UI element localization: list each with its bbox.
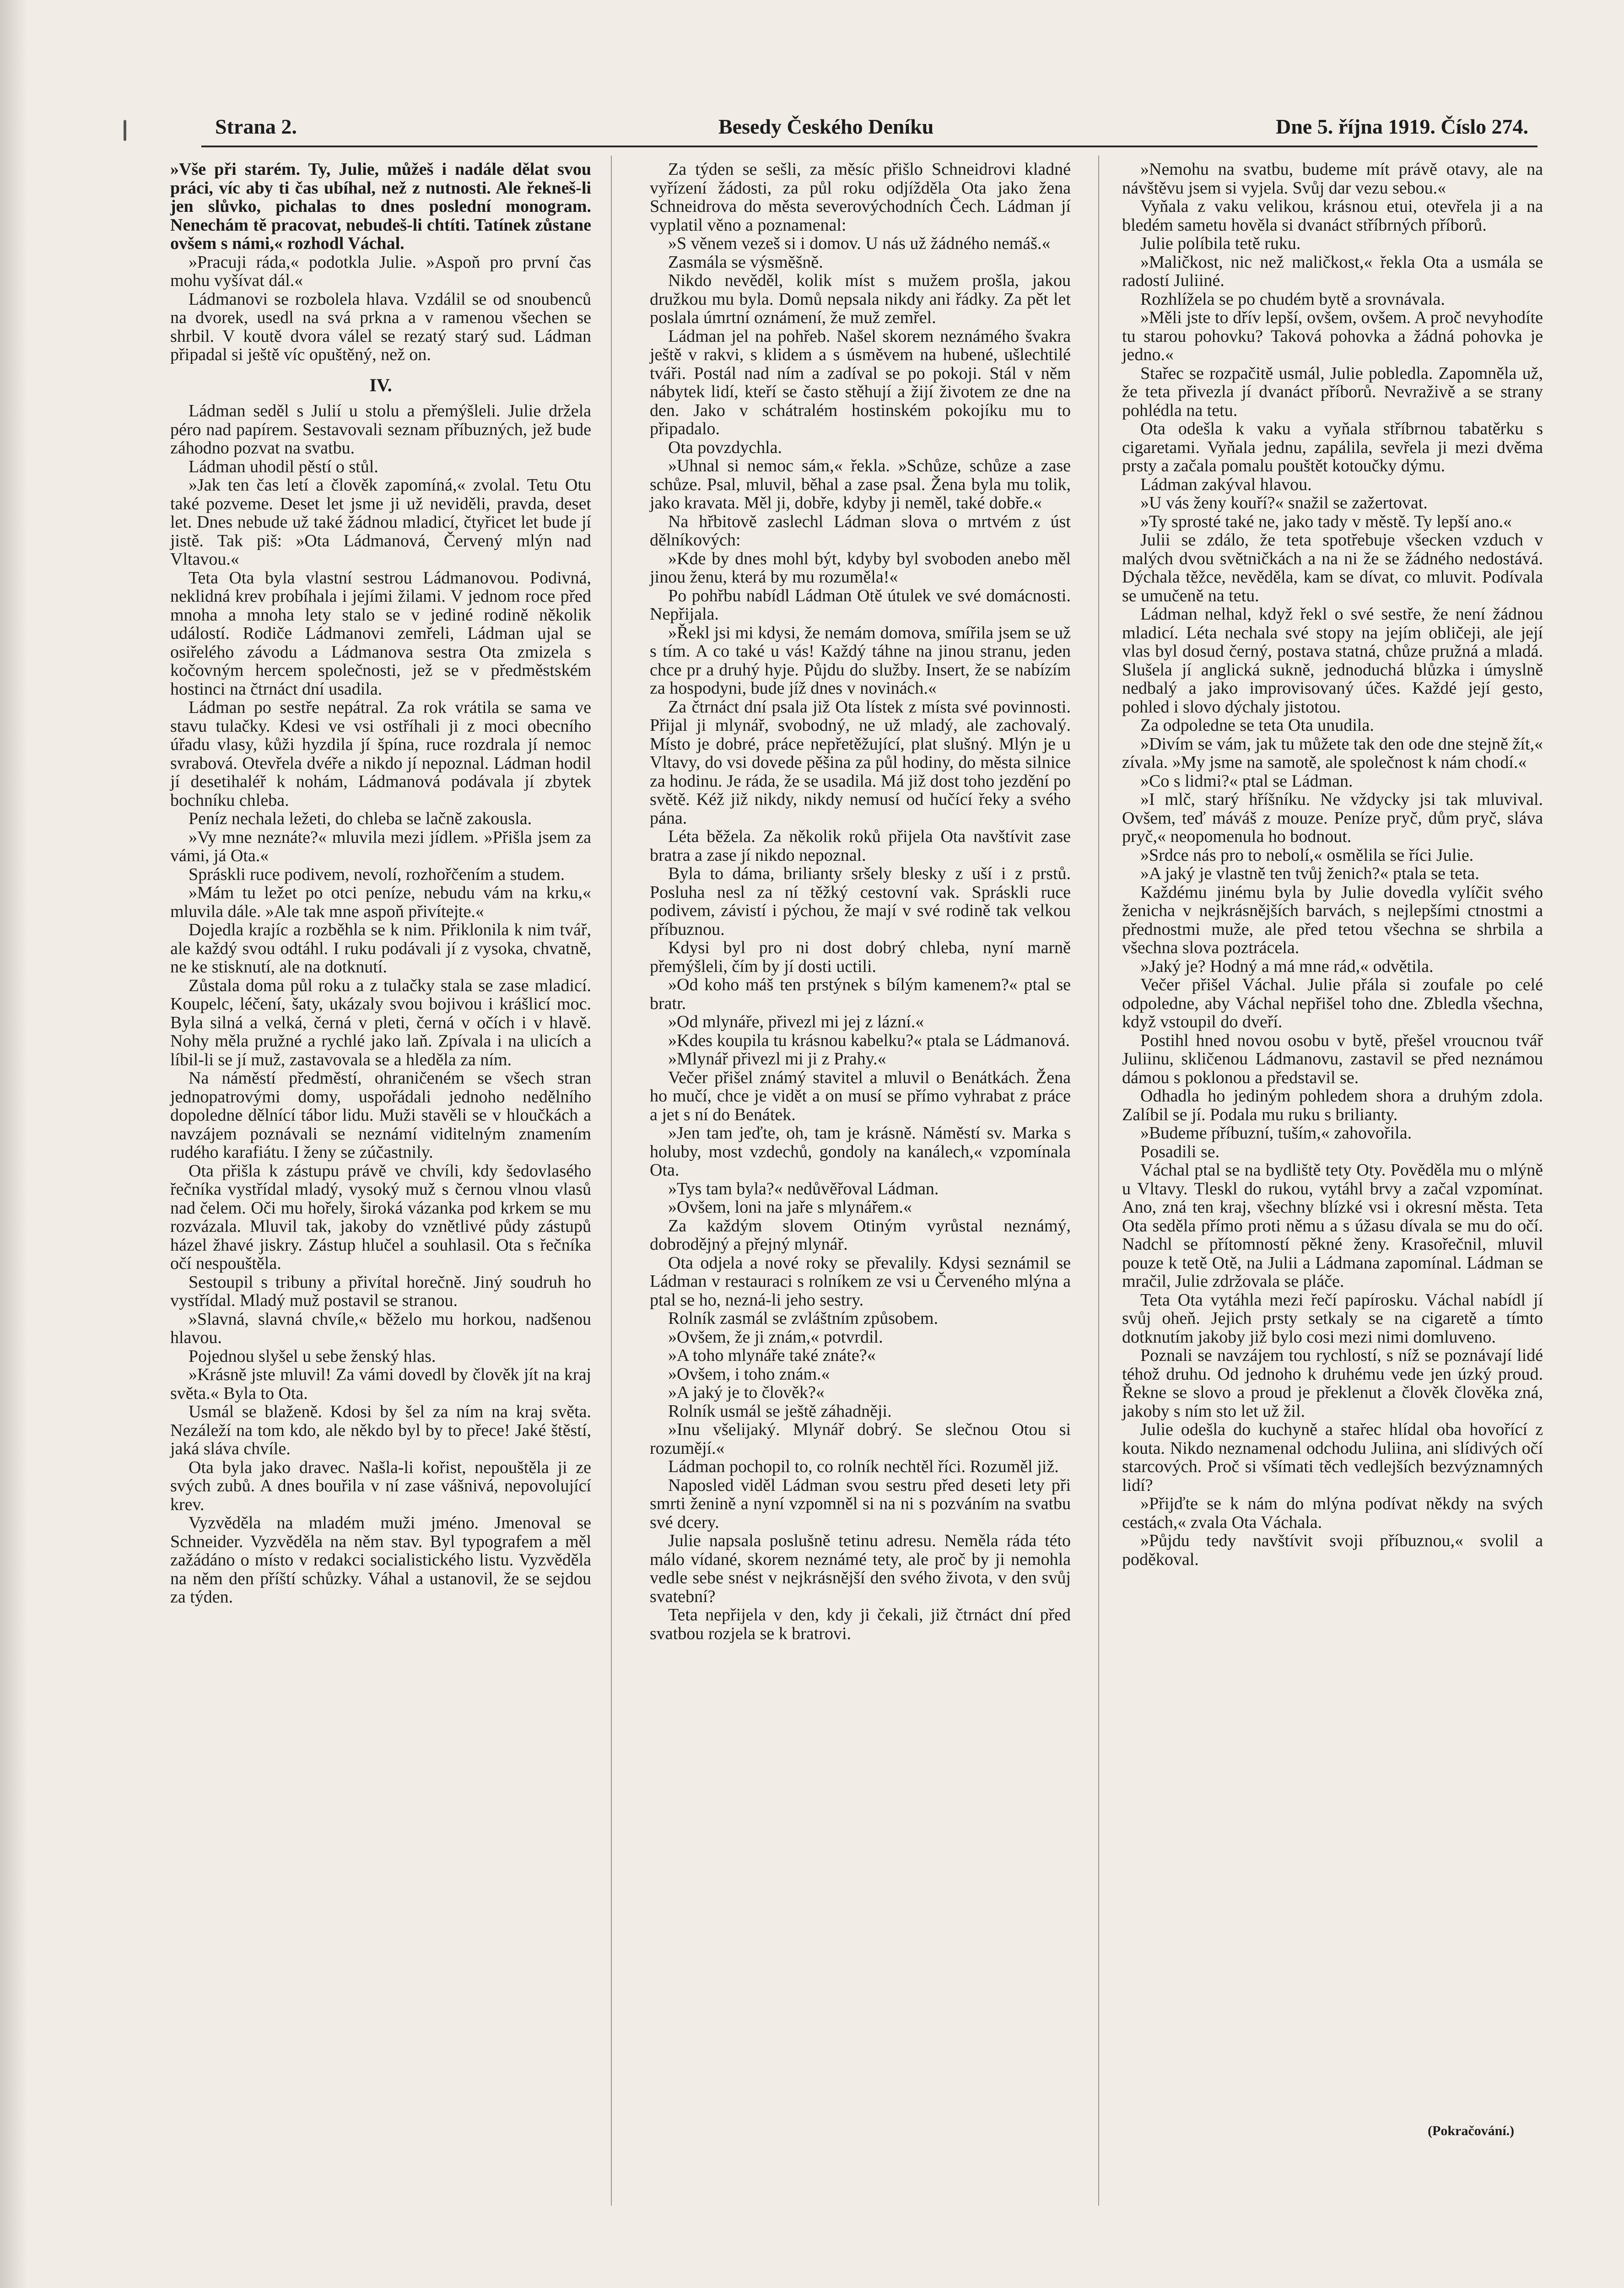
- page-edge: [0, 0, 27, 2288]
- paragraph: »Mlynář přivezl mi ji z Prahy.«: [668, 1049, 886, 1068]
- paragraph: Julii se zdálo, že teta spotřebuje všecken vzduch v malých dvou světničkách a na ni že se žádného nedostává. Dýchala těžce, nevěděla, kam se dívat, co mluvit. Podívala se umučeně na tetu.: [1122, 530, 1543, 605]
- paragraph: »Uhnal si nemoc sám,« řekla. »Schůze, schůze a zase schůze. Psal, mluvil, běhal a zase psal. Žena byla mu tolik, jako kravata. Měl ji, dobře, kdyby ji neměl, také dobře.«: [650, 456, 1071, 513]
- paragraph: Rolník usmál se ještě záhadněji.: [668, 1401, 892, 1421]
- paragraph: »Mám tu ležet po otci peníze, nebudu vám na krku,« mluvila dále. »Ale tak mne aspoň přivítejte.«: [170, 883, 591, 921]
- column-3: [1122, 160, 1543, 1569]
- paragraph: Za každým slovem Otiným vyrůstal neznámý, dobrodějný a přejný mlynář.: [650, 1216, 1071, 1254]
- paragraph: »Půjdu tedy navštívit svoji příbuznou,« svolil a poděkoval.: [1122, 1531, 1543, 1569]
- paragraph: Ládmanovi se rozbolela hlava. Vzdálil se od snoubenců na dvorek, usedl na svá prkna a v ramenou všechen se shrbil. V koutě dvora válel se rezatý starý sud. Ládman připadal si ještě víc opuštěný, než on.: [170, 289, 591, 364]
- paragraph: Ota odjela a nové roky se převalily. Kdysi seznámil se Ládman v restauraci s rolníkem ze vsi u Červeného mlýna a ptal se ho, nezná-li jeho sestry.: [650, 1253, 1071, 1310]
- paragraph: »Vy mne neznáte?« mluvila mezi jídlem. »Přišla jsem za vámi, já Ota.«: [170, 827, 591, 865]
- continuation-note: (Pokračování.): [1428, 2123, 1515, 2138]
- paragraph: Byla to dáma, brilianty sršely blesky z uší i z prstů. Posluha nesl za ní těžký cestovní vak. Spráskli ruce podivem, závistí i pýchou, že mají v své rodině tak velkou příbuznou.: [650, 864, 1071, 939]
- paragraph: »A jaký je to člověk?«: [668, 1383, 825, 1402]
- paragraph: Za odpoledne se teta Ota unudila.: [1140, 716, 1374, 735]
- paragraph: Peníz nechala ležeti, do chleba se lačně zakousla.: [189, 809, 532, 828]
- paragraph: Ládman pochopil to, co rolník nechtěl říci. Rozuměl již.: [668, 1457, 1059, 1476]
- column-1: [170, 160, 591, 1607]
- column-divider: [1098, 156, 1099, 2206]
- paragraph: Naposled viděl Ládman svou sestru před deseti lety při smrti ženině a nyní vzpomněl si na ni s pozváním na svatbu své dcery.: [650, 1475, 1071, 1532]
- paragraph: »Přijďte se k nám do mlýna podívat někdy na svých cestách,« zvala Ota Váchala.: [1122, 1494, 1543, 1532]
- paragraph: Léta běžela. Za několik roků přijela Ota navštívit zase bratra a zase jí nikdo nepoznal.: [650, 827, 1071, 865]
- paragraph: Postihl hned novou osobu v bytě, přešel vroucnou tvář Juliinu, skličenou Ládmanovu, zastavil se před neznámou dámou s poklonou a představil se.: [1122, 1031, 1543, 1087]
- paragraph: »Jak ten čas letí a člověk zapomíná,« zvolal. Tetu Otu také pozveme. Deset let jsme ji už neviděli, pravda, deset let. Dnes nebude už také žádnou mladicí, čtyřicet let bude jí jistě. Tak piš: »Ota Ládmanová, Červený mlýn nad Vltavou.«: [170, 475, 591, 569]
- paragraph: Ota přišla k zástupu právě ve chvíli, kdy šedovlasého řečníka vystřídal mladý, vysoký muž s černou vlnou vlasů nad čelem. Oči mu hořely, široká vázanka pod krkem se mu rozvázala. Mluvil tak, jakoby do vznětlivé půdy zástupů házel žhavé jiskry. Zástup hlučel a souhlasil. Ota s řečníka očí nespouštěla.: [170, 1161, 591, 1273]
- publication-title: Besedy Českého Deníku: [718, 115, 934, 138]
- paragraph: Na hřbitově zaslechl Ládman slova o mrtvém z úst dělníkových:: [650, 512, 1071, 550]
- paragraph: »Od mlynáře, přivezl mi jej z lázní.«: [668, 1012, 924, 1031]
- issue-date: Dne 5. října 1919. Číslo 274.: [1276, 115, 1528, 138]
- paragraph: »Tys tam byla?« nedůvěřoval Ládman.: [668, 1179, 939, 1198]
- paragraph: Za čtrnáct dní psala již Ota lístek z místa své povinnosti. Přijal ji mlynář, svobodný, ne už mladý, ale zachovalý. Místo je dobré, práce nepřetěžující, plat slušný. Mlýn je u Vltavy, do vsi dovede pěšina za půl hodiny, do města silnice za hodinu. Je ráda, že se usadila. Má již dost toho jezdění po světě. Kéž již nikdy, nikdy nemusí od hučící řeky a svého pána.: [650, 697, 1071, 828]
- paragraph: Večer přišel známý stavitel a mluvil o Benátkách. Žena ho mučí, chce je vidět a on musí se přímo vyhrabat z práce a jet s ní do Benátek.: [650, 1068, 1071, 1124]
- paragraph: Pojednou slyšel u sebe ženský hlas.: [189, 1346, 436, 1366]
- paragraph: Julie políbila tetě ruku.: [1140, 234, 1301, 253]
- paragraph: Večer přišel Váchal. Julie přála si zoufale po celé odpoledne, aby Váchal nepřišel toho dne. Zbledla všechna, když vstoupil do dveří.: [1122, 975, 1543, 1031]
- paragraph: »Vše při starém. Ty, Julie, můžeš i nadále dělat svou práci, víc aby ti čas ubíhal, než z nutnosti. Ale řekneš-li jen slůvko, pichalas to dnes poslední monogram. Nenechám tě pracovat, nebudeš-li chtíti. Tatínek zůstane ovšem s námi,« rozhodl Váchal.: [170, 160, 591, 253]
- paragraph: »A jaký je vlastně ten tvůj ženich?« ptala se teta.: [1140, 864, 1479, 883]
- paragraph: »Kdes koupila tu krásnou kabelku?« ptala se Ládmanová.: [668, 1031, 1070, 1050]
- paragraph: Posadili se.: [1140, 1142, 1220, 1161]
- paragraph: »Budeme příbuzní, tuším,« zahovořila.: [1140, 1123, 1412, 1143]
- paragraph: »Ovšem, loni na jaře s mlynářem.«: [668, 1198, 912, 1217]
- paragraph: »Maličkost, nic než maličkost,« řekla Ota a usmála se radostí Juliiné.: [1122, 252, 1543, 290]
- paragraph: Ládman po sestře nepátral. Za rok vrátila se sama ve stavu tulačky. Kdesi ve vsi ostříhali ji z moci obecního úřadu vlasy, kůži hyzdila jí špína, ruce rozdrala jí nemoc svrabová. Otevřela dvéře a nikdo jí nepoznal. Ládman hodil jí desetihaléř k nohám, Ládmanová podávala jí zbytek bochníku chleba.: [170, 698, 591, 810]
- paragraph: »Jaký je? Hodný a má mne rád,« odvětila.: [1140, 956, 1434, 976]
- paragraph: Po pohřbu nabídl Ládman Otě útulek ve své domácnosti. Nepřijala.: [650, 586, 1071, 624]
- paragraph: Julie napsala poslušně tetinu adresu. Neměla ráda této málo vídané, skorem neznámé tety, ale proč by ji nemohla vedle sebe snést v nejkrásnější den svého života, v den svůj svatební?: [650, 1531, 1071, 1606]
- paragraph: Julie odešla do kuchyně a stařec hlídal oba hovořící z kouta. Nikdo neznamenal odchodu Juliina, ani slídivých očí starcových. Proč si všímati těch vedlejších bezvýznamných lidí?: [1122, 1420, 1543, 1495]
- paragraph: Ládman uhodil pěstí o stůl.: [189, 457, 378, 476]
- paragraph: Teta Ota byla vlastní sestrou Ládmanovou. Podivná, neklidná krev probíhala i jejími žilami. V jednom roce před mnoha a mnoha lety stalo se v jediné rodině několik událostí. Rodiče Ládmanovi zemřeli, Ládman ujal se osiřelého závodu a Ládmanova sestra Ota zmizela s kočovným hercem společnosti, jež se v předměstském hostinci na čtrnáct dní usadila.: [170, 568, 591, 699]
- paragraph: Kdysi byl pro ni dost dobrý chleba, nyní marně přemýšleli, čím by jí dosti uctili.: [650, 938, 1071, 976]
- column-divider: [611, 156, 612, 2206]
- paragraph: Nikdo nevěděl, kolik míst s mužem prošla, jakou družkou mu byla. Domů nepsala nikdy ani řádky. Za pět let poslala úmrtní oznámení, že muž zemřel.: [650, 271, 1071, 327]
- paragraph: Ládman jel na pohřeb. Našel skorem neznámého švakra ještě v rakvi, s klidem a s úsměvem na hubené, ušlechtilé tváři. Postál nad ním a zadíval se po pokoji. Stál v něm nábytek lidí, kteří se často stěhují a žijí životem ze dne na den. Jako v schátralém hostinském pokojíku mu to připadalo.: [650, 326, 1071, 438]
- paragraph: Každému jinému byla by Julie dovedla vylíčit svého ženicha v nejkrásnějších barvách, s nejlepšími ctnostmi a přednostmi muže, ale před tetou všechna se shrbila a všechna slova poztrácela.: [1122, 882, 1543, 957]
- paragraph: Ota povzdychla.: [668, 437, 782, 457]
- paragraph: »Srdce nás pro to nebolí,« osmělila se říci Julie.: [1140, 845, 1474, 865]
- paragraph: »Ovšem, i toho znám.«: [668, 1364, 830, 1384]
- paragraph: »Jen tam jeďte, oh, tam je krásně. Náměstí sv. Marka s holuby, most vzdechů, gondoly na kanálech,« vzpomínala Ota.: [650, 1123, 1071, 1180]
- paragraph: Odhadla ho jediným pohledem shora a druhým zdola. Zalíbil se jí. Podala mu ruku s brilianty.: [1122, 1086, 1543, 1124]
- column-2: [650, 160, 1071, 1643]
- paragraph: »Pracuji ráda,« podotkla Julie. »Aspoň pro první čas mohu vyšívat dál.«: [170, 252, 591, 290]
- page-header: [215, 114, 1528, 146]
- paragraph: »Slavná, slavná chvíle,« běželo mu horkou, nadšenou hlavou.: [170, 1309, 591, 1347]
- paragraph: Sestoupil s tribuny a přivítal horečně. Jiný soudruh ho vystřídal. Mladý muž postavil se stranou.: [170, 1272, 591, 1310]
- page-mark: [124, 120, 126, 141]
- paragraph: Poznali se navzájem tou rychlostí, s níž se poznávají lidé téhož druhu. Od jednoho k druhému vede jen úzký proud. Řekne se slovo a proud je překlenut a člověk člověka zná, jakoby s ním sto let už žil.: [1122, 1346, 1543, 1421]
- paragraph: Spráskli ruce podivem, nevolí, rozhořčením a studem.: [189, 864, 565, 884]
- paragraph: Ládman zakýval hlavou.: [1140, 475, 1312, 494]
- paragraph: »Kde by dnes mohl být, kdyby byl svoboden anebo měl jinou ženu, která by mu rozuměla!«: [650, 549, 1071, 587]
- paragraph: Vyňala z vaku velikou, krásnou etui, otevřela ji a na bledém sametu hověla si dvanáct stříbrných příborů.: [1122, 197, 1543, 235]
- paragraph: Vyzvěděla na mladém muži jméno. Jmenoval se Schneider. Vyzvěděla na něm stav. Byl typografem a měl zažádáno o místo v redakci socialistického listu. Vyzvěděla na něm den příští schůzky. Váhal a ustanovil, že se sejdou za týden.: [170, 1513, 591, 1607]
- paragraph: Zůstala doma půl roku a z tulačky stala se zase mladicí. Koupelc, léčení, šaty, ukázaly svou bojivou i krášlicí moc. Byla silná a velká, černá v pleti, černá v očích i v hlavě. Nohy měla pružné a rychlé jako laň. Zpívala i na ulicích a líbil-li se jí muž, zastavovala se a hleděla za ním.: [170, 976, 591, 1069]
- paragraph: Zasmála se výsměšně.: [668, 252, 823, 272]
- paragraph: Ládman seděl s Julií u stolu a přemýšleli. Julie držela péro nad papírem. Sestavovali seznam příbuzných, jež bude záhodno pozvat na svatbu.: [170, 401, 591, 458]
- paragraph: Stařec se rozpačitě usmál, Julie pobledla. Zapomněla už, že teta přivezla jí dvanáct příborů. Nevraživě a se strany pohlédla na tetu.: [1122, 363, 1543, 420]
- paragraph: Váchal ptal se na bydliště tety Oty. Pověděla mu o mlýně u Vltavy. Tleskl do rukou, vytáhl brvy a začal vzpomínat. Ano, zná ten kraj, všechny blízké vsi i okresní města. Teta Ota seděla přímo proti němu a s úžasu dívala se mu do očí. Nadchl se přítomností pěkné ženy. Krasořečnil, mluvil pouze k tetě Otě, na Julii a Ládmana zapomínal. Ládman se mračil, Julie zdržovala se pláče.: [1122, 1160, 1543, 1291]
- paragraph: Na náměstí předměstí, ohraničeném se všech stran jednopatrovými domy, uspořádali jednoho nedělního dopoledne dělnící tábor lidu. Muži stavěli se v hloučkách a navzájem poznávali se neznámí viditelným znamením rudého karafiátu. I ženy se zúčastnily.: [170, 1068, 591, 1162]
- paragraph: Teta nepřijela v den, kdy ji čekali, již čtrnáct dní před svatbou rozjela se k bratrovi.: [650, 1605, 1071, 1643]
- page-number: Strana 2.: [215, 115, 297, 138]
- paragraph: »Měli jste to dřív lepší, ovšem, ovšem. A proč nevyhodíte tu starou pohovku? Taková pohovka a žádná pohovka je jedno.«: [1122, 308, 1543, 364]
- paragraph: »Nemohu na svatbu, budeme mít právě otavy, ale na návštěvu jsem si vyjela. Svůj dar vezu sebou.«: [1122, 160, 1543, 198]
- paragraph: Za týden se sešli, za měsíc přišlo Schneidrovi kladné vyřízení žádosti, za půl roku odjížděla Ota jako žena Schneidrova do města severovýchodních Čech. Ládman jí vyplatil věno a poznamenal:: [650, 160, 1071, 235]
- paragraph: »Od koho máš ten prstýnek s bílým kamenem?« ptal se bratr.: [650, 975, 1071, 1013]
- paragraph: »Řekl jsi mi kdysi, že nemám domova, smířila jsem se už s tím. A co také u vás! Každý táhne na jinou stranu, jeden chce pr a druhý hyje. Půjdu do služby. Insert, že se nabízím za hospodyni, bude jíž dnes v novinách.«: [650, 623, 1071, 698]
- paragraph: »S věnem vezeš si i domov. U nás už žádného nemáš.«: [668, 234, 1051, 253]
- paragraph: Dojedla krajíc a rozběhla se k nim. Přiklonila k nim tvář, ale každý svou odtáhl. I ruku podávali jí z vysoka, chvatně, ne ke stisknutí, ale na dotknutí.: [170, 920, 591, 977]
- paragraph: »U vás ženy kouří?« snažil se zažertovat.: [1140, 493, 1428, 513]
- paragraph: »Divím se vám, jak tu můžete tak den ode dne stejně žít,« zívala. »My jsme na samotě, ale společnost k nám chodí.«: [1122, 734, 1543, 772]
- paragraph: »Krásně jste mluvil! Za vámi dovedl by člověk jít na kraj světa.« Byla to Ota.: [170, 1365, 591, 1403]
- paragraph: Teta Ota vytáhla mezi řečí papírosku. Váchal nabídl jí svůj oheň. Jejich prsty setkaly se na cigaretě a tímto dotknutím jakoby již bylo cosi mezi nimi domluveno.: [1122, 1290, 1543, 1347]
- paragraph: »I mlč, starý hříšníku. Ne vždycky jsi tak mluvival. Ovšem, teď máváš z mouze. Peníze pryč, dům pryč, sláva pryč,« neopomenula ho bodnout.: [1122, 790, 1543, 846]
- paragraph: »Co s lidmi?« ptal se Ládman.: [1140, 771, 1353, 791]
- paragraph: »A toho mlynáře také znáte?«: [668, 1346, 876, 1365]
- paragraph: »Inu všelijaký. Mlynář dobrý. Se slečnou Otou si rozumějí.«: [650, 1420, 1071, 1458]
- paragraph: Usmál se blaženě. Kdosi by šel za ním na kraj světa. Nezáleží na tom kdo, ale někdo byl by to přece! Jaké štěstí, jaká sláva chvíle.: [170, 1402, 591, 1458]
- paragraph: Ládman nelhal, když řekl o své sestře, že není žádnou mladicí. Léta nechala své stopy na jejím obličeji, ale její vlas byl dosud černý, postava statná, chůze pružná a mladá. Slušela jí anglická sukně, jednoduchá blůzka i úmyslně nedbalý a jako improvisovaný účes. Každé její gesto, pohled i slovo dýchaly jistotou.: [1122, 604, 1543, 717]
- chapter-heading: IV.: [369, 374, 392, 395]
- paragraph: Rozhlížela se po chudém bytě a srovnávala.: [1140, 289, 1445, 309]
- paragraph: Ota odešla k vaku a vyňala stříbrnou tabatěrku s cigaretami. Vyňala jednu, zapálila, sevřela ji mezi dvěma prsty a začala pomalu pouštět kotoučky dýmu.: [1122, 419, 1543, 475]
- header-rule: [201, 146, 1538, 147]
- paragraph: »Ty sprosté také ne, jako tady v městě. Ty lepší ano.«: [1140, 512, 1512, 531]
- paragraph: Rolník zasmál se zvláštním způsobem.: [668, 1309, 938, 1328]
- paragraph: »Ovšem, že ji znám,« potvrdil.: [668, 1327, 883, 1347]
- paragraph: Ota byla jako dravec. Našla-li kořist, nepouštěla ji ze svých zubů. A dnes bouřila v ní zase vášnivá, nepovolující krev.: [170, 1457, 591, 1514]
